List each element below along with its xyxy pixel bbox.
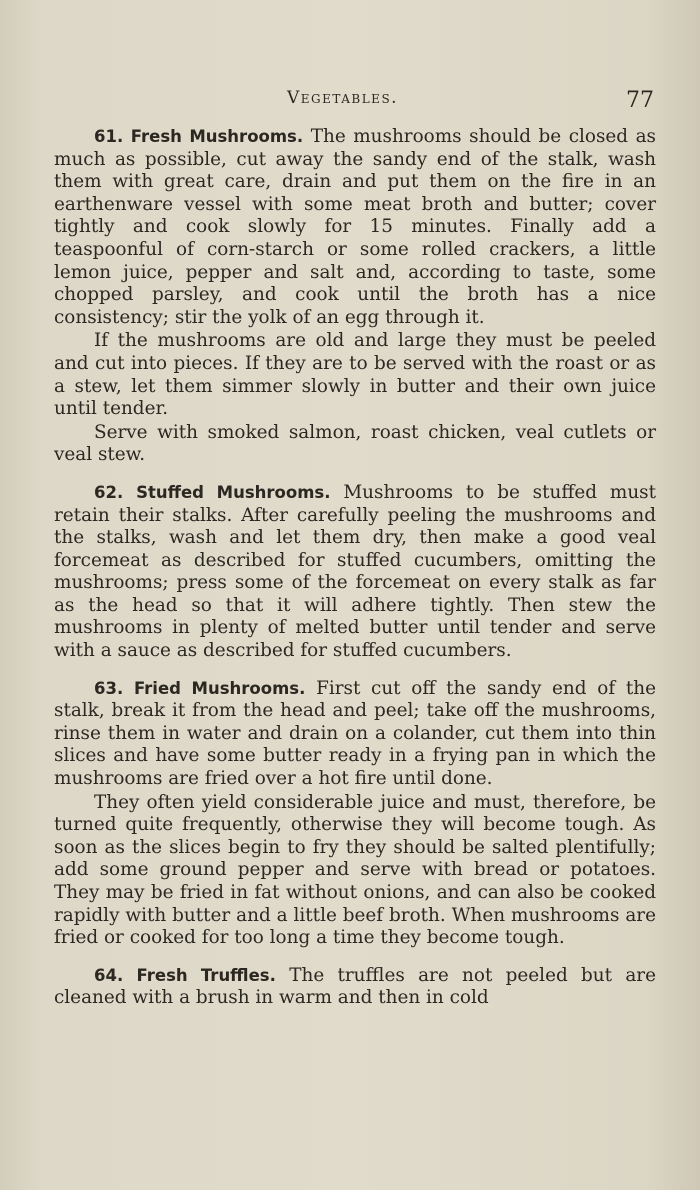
body-text: [54, 126, 656, 1010]
recipe-62: [54, 482, 656, 663]
paragraph: Mushrooms to be stuffed must retain their stalks. After carefully peeling the mushrooms and the stalks, wash and let them dry, then make a good veal forcemeat as described for stuffed cucumbers, omitting the mushrooms; press some of the forcemeat on every stalk as far as the head so that it will adhere tightly. Then stew the mushrooms in plenty of melted butter until tender and serve with a sauce as described for stuffed cucumbers.: [54, 481, 656, 662]
recipe-title: Fresh Truffles.: [136, 965, 276, 985]
recipe-number: 64.: [94, 965, 124, 985]
recipe-63: [54, 678, 656, 950]
recipe-title: Fried Mushrooms.: [133, 678, 306, 698]
recipe-number: 61.: [94, 127, 124, 146]
paragraph: If the mushrooms are old and large they must be peeled and cut into pieces. If they are to be served with the roast or as a stew, let them simmer slowly in butter and their own juice until tender.: [54, 330, 656, 420]
paragraph: First cut off the sandy end of the stalk, break it from the head and peel; take off the mushrooms, rinse them in water and drain on a colander, cut them into thin slices and have some butter ready in a frying pan in which the mushrooms are fried over a hot fire until done.: [54, 677, 656, 790]
recipe-61: [54, 126, 656, 467]
paragraph: The mushrooms should be closed as much as possible, cut away the sandy end of the stalk, wash them with great care, drain and put them on the fire in an earthenware vessel with some meat broth and butter; cover tightly and cook slowly for 15 minutes. Finally add a teaspoonful of corn-starch or some rolled crackers, a little lemon juice, pepper and salt and, according to taste, some chopped parsley, and cook until the broth has a nice consistency; stir the yolk of an egg through it.: [54, 126, 656, 328]
page-number: 77: [626, 88, 654, 113]
recipe-64: [54, 965, 656, 1010]
page-header: [0, 88, 700, 118]
recipe-number: 62.: [94, 482, 124, 502]
paragraph: The truffles are not peeled but are cleaned with a brush in warm and then in cold: [54, 964, 656, 1009]
running-head: Vegetables.: [287, 88, 399, 108]
paragraph: Serve with smoked salmon, roast chicken, veal cutlets or veal stew.: [54, 421, 656, 466]
recipe-title: Stuffed Mushrooms.: [136, 482, 331, 502]
recipe-number: 63.: [94, 678, 124, 698]
recipe-title: Fresh Mushrooms.: [130, 127, 304, 146]
paragraph: They often yield considerable juice and must, therefore, be turned quite frequently, otherwise they will become tough. As soon as the slices begin to fry they should be salted plentifully; add some ground pepper and serve with bread or potatoes. They may be fried in fat without onions, and can also be cooked rapidly with butter and a little beef broth. When mushrooms are fried or cooked for too long a time they become tough.: [54, 791, 656, 949]
